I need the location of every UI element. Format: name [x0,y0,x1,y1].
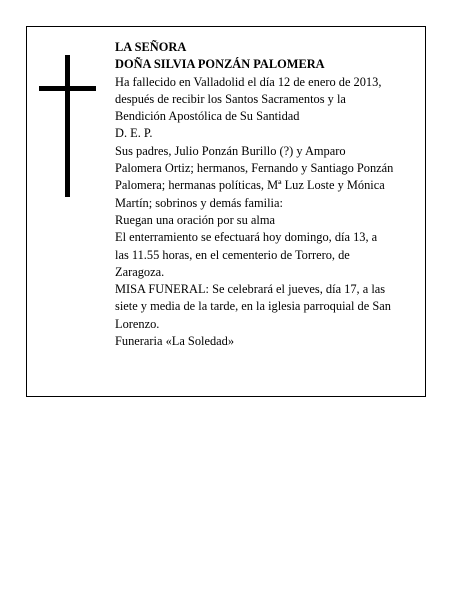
notice-heading: LA SEÑORA [115,40,187,54]
notice-line: Palomera; hermanas políticas, Mª Luz Loste y Mónica [115,178,385,193]
notice-line: Lorenzo. [115,316,160,331]
notice-line: Ruegan una oración por su alma [115,212,275,227]
notice-text [115,39,425,350]
obituary-notice [26,26,426,397]
notice-line: D. E. P. [115,126,153,141]
notice-line: Sus padres, Julio Ponzán Burillo (?) y Amparo [115,143,346,158]
notice-line: después de recibir los Santos Sacramentos y la [115,91,346,106]
notice-line: El enterramiento se efectuará hoy domingo, día 13, a [115,230,378,245]
notice-line: Ha fallecido en Valladolid el día 12 de enero de 2013, [115,74,382,89]
notice-line: las 11.55 horas, en el cementerio de Torrero, de [115,247,350,262]
notice-line: siete y media de la tarde, en la iglesia parroquial de San [115,299,391,314]
notice-line: Zaragoza. [115,264,165,279]
notice-line: MISA FUNERAL: Se celebrará el jueves, día 17, a las [115,282,386,297]
cross-vertical-bar [65,55,70,197]
notice-line: Bendición Apostólica de Su Santidad [115,109,300,124]
notice-line: Palomera Ortiz; hermanos, Fernando y Santiago Ponzán [115,161,394,176]
deceased-name: DOÑA SILVIA PONZÁN PALOMERA [115,57,325,72]
cross-horizontal-bar [39,86,96,91]
notice-line: Funeraria «La Soledad» [115,334,235,349]
cross-icon [27,27,107,227]
notice-line: Martín; sobrinos y demás familia: [115,195,283,210]
